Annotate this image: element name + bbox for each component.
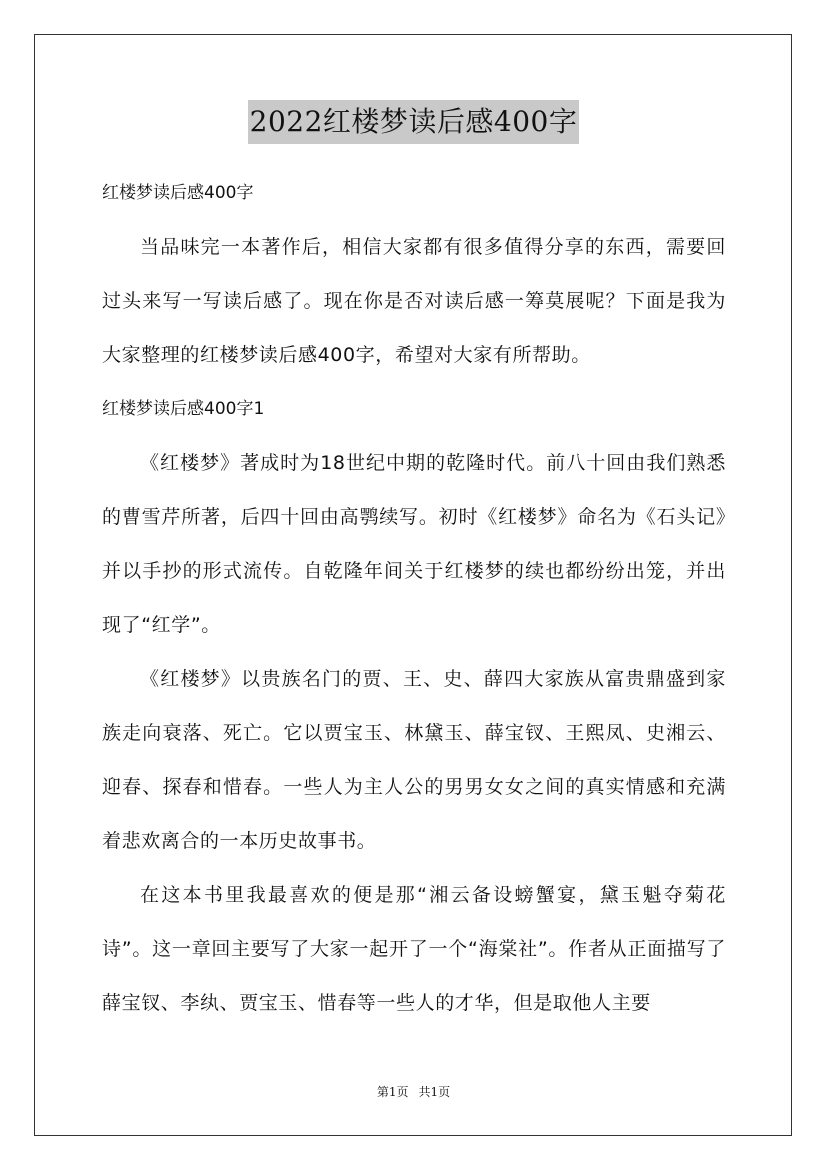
title-container <box>0 100 827 144</box>
paragraph: 《红楼梦》著成时为18世纪中期的乾隆时代。前八十回由我们熟悉的曹雪芹所著，后四十回由高鹗续写。初时《红楼梦》命名为《石头记》并以手抄的形式流传。自乾隆年间关于红楼梦的续也都纷纷出笼，并出现了“红学”。 <box>102 452 726 636</box>
section-heading: 红楼梦读后感400字 <box>102 183 254 203</box>
page-number: 第1页 <box>376 1085 409 1099</box>
page-total: 共1页 <box>418 1085 451 1099</box>
paragraph: 在这本书里我最喜欢的便是那“湘云备设螃蟹宴，黛玉魁夺菊花诗”。这一章回主要写了大家一起开了一个“海棠社”。作者从正面描写了薛宝钗、李纨、贾宝玉、惜春等一些人的才华，但是取他人主要 <box>102 884 726 1014</box>
page-footer <box>0 1083 827 1100</box>
paragraph: 《红楼梦》以贵族名门的贾、王、史、薛四大家族从富贵鼎盛到家族走向衰落、死亡。它以贾宝玉、林黛玉、薛宝钗、王熙凤、史湘云、迎春、探春和惜春。一些人为主人公的男男女女之间的真实情感和充满着悲欢离合的一本历史故事书。 <box>102 668 726 852</box>
paragraph: 当品味完一本著作后，相信大家都有很多值得分享的东西，需要回过头来写一写读后感了。现在你是否对读后感一筹莫展呢？下面是我为大家整理的红楼梦读后感400字，希望对大家有所帮助。 <box>102 236 726 366</box>
document-body <box>102 166 726 1030</box>
document-title: 2022红楼梦读后感400字 <box>248 100 580 144</box>
section-heading: 红楼梦读后感400字1 <box>102 399 265 419</box>
